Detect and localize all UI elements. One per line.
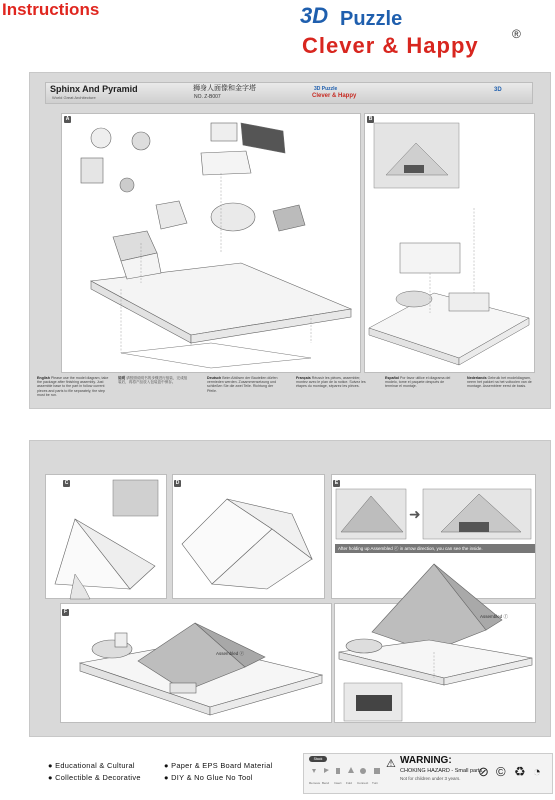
pyramid-lift-illustration xyxy=(331,474,536,544)
tool-label-remove: Remove xyxy=(309,781,321,785)
feature-educational: ● Educational & Cultural xyxy=(48,761,135,770)
warning-line-2: Not for children under 3 years. xyxy=(400,776,461,781)
sphinx-pyramid-assembly-illustration xyxy=(60,603,332,723)
warning-triangle-icon: ⚠ xyxy=(386,758,396,770)
svg-text:➜: ➜ xyxy=(409,507,421,523)
instructions-french xyxy=(296,376,368,389)
recycle-icon: ♻ xyxy=(514,764,526,779)
pyramid-complete-illustration xyxy=(334,560,536,723)
lift-caption: After holding up Assembled ⓔ in arrow direction, you can see the inside. xyxy=(335,544,535,553)
lang-text: Por favor utilice el diagrama del modelo, tome el paquete después de terminar el montaje. xyxy=(385,376,451,389)
lang-name: 说明 xyxy=(118,376,126,380)
step-label-c: C xyxy=(64,480,69,486)
lang-name: English xyxy=(37,376,50,380)
brand-3d-logo: 3D xyxy=(300,3,329,28)
assembled-f-label: Assembled ⓕ xyxy=(480,614,509,619)
lang-text: 请按照说明书的步骤进行组装，完成组装后，再将产品放入包装盒中保存。 xyxy=(118,376,188,385)
feature-text: Paper & EPS Board Material xyxy=(171,761,273,770)
tool-label-turn: Turn xyxy=(372,781,379,785)
no-small-children-icon: ⊘ xyxy=(478,764,489,779)
feature-collectible: ● Collectible & Decorative xyxy=(48,773,141,782)
step-label-a: A xyxy=(65,116,70,122)
lang-name: Deutsch xyxy=(207,376,222,380)
step-label-f: F xyxy=(63,609,68,615)
lang-text: Please use the model diagram, take the package after finishing assembly. Just assemble base to the part in follow current pieces and parts to file separately, the step must be run. xyxy=(37,376,109,397)
mini-brand-name: Clever & Happy xyxy=(312,93,357,99)
warning-title: WARNING: xyxy=(400,755,452,766)
product-subtitle: World Great Architecture xyxy=(52,95,96,100)
brand-puzzle-text: Puzzle xyxy=(340,8,403,30)
assembly-tool-icons xyxy=(310,765,386,779)
tool-label-bend: Bend xyxy=(322,781,330,785)
brand-name: Clever & Happy xyxy=(302,33,479,58)
mini-brand: 3D Puzzle xyxy=(314,86,338,92)
step-label-e: E xyxy=(334,480,339,486)
instructions-chinese xyxy=(118,376,190,384)
instructions-dutch xyxy=(467,376,539,389)
assembled-e-label: Assembled ⓔ xyxy=(216,651,245,656)
pyramid-panel-illustration xyxy=(172,474,325,599)
step-label-b: B xyxy=(368,116,373,122)
product-title: Sphinx And Pyramid xyxy=(50,84,138,94)
ce-mark-icon: © xyxy=(496,764,506,779)
warning-line-1: CHOKING HAZARD - Small parts. xyxy=(400,768,484,774)
lang-text: Gebruik het modeldiagram, neem het pakket na het voltooien van de montage. Assembleer eerst de basis. xyxy=(467,376,532,389)
feature-diy: ● DIY & No Glue No Tool xyxy=(164,773,253,782)
reuse-icon: ◔ xyxy=(533,764,541,779)
sphinx-assembly-illustration xyxy=(61,113,361,373)
feature-material: ● Paper & EPS Board Material xyxy=(164,761,273,770)
tool-legend-badge: Stack xyxy=(309,756,327,762)
lang-name: Français xyxy=(296,376,311,380)
instructions-spanish xyxy=(385,376,457,389)
registered-mark: ® xyxy=(512,27,521,41)
tool-label-insert: Insert xyxy=(334,781,342,785)
lang-text: Réussir les pièces, assembler, montez avec le plan de la notice. Suivez les étapes du montage, séparez les pièces. xyxy=(296,376,366,389)
product-title-chinese: 狮身人面像和金字塔 xyxy=(193,85,256,92)
page-title: Instructions xyxy=(2,0,100,19)
step-label-d: D xyxy=(175,480,180,486)
tool-label-fold: Fold xyxy=(346,781,352,785)
pyramid-fold-illustration xyxy=(45,474,167,599)
feature-text: Educational & Cultural xyxy=(55,761,135,770)
tool-label-connect: Connect xyxy=(357,781,369,785)
lang-name: Español xyxy=(385,376,399,380)
sphinx-base-illustration xyxy=(364,113,535,373)
product-number: NO. Z-B007 xyxy=(194,94,221,100)
lang-name: Nederlands xyxy=(467,376,487,380)
lang-text: Beim Ablösen der Bauteilen dürfen vermieden werden. Zusammensetzung und schließen Sie die zwei Teile. Richtung der Pfeile. xyxy=(207,376,278,393)
feature-text: DIY & No Glue No Tool xyxy=(171,773,253,782)
instructions-german xyxy=(207,376,279,393)
instructions-english xyxy=(37,376,109,397)
feature-text: Collectible & Decorative xyxy=(55,773,141,782)
mini-logo: 3D xyxy=(494,87,502,93)
